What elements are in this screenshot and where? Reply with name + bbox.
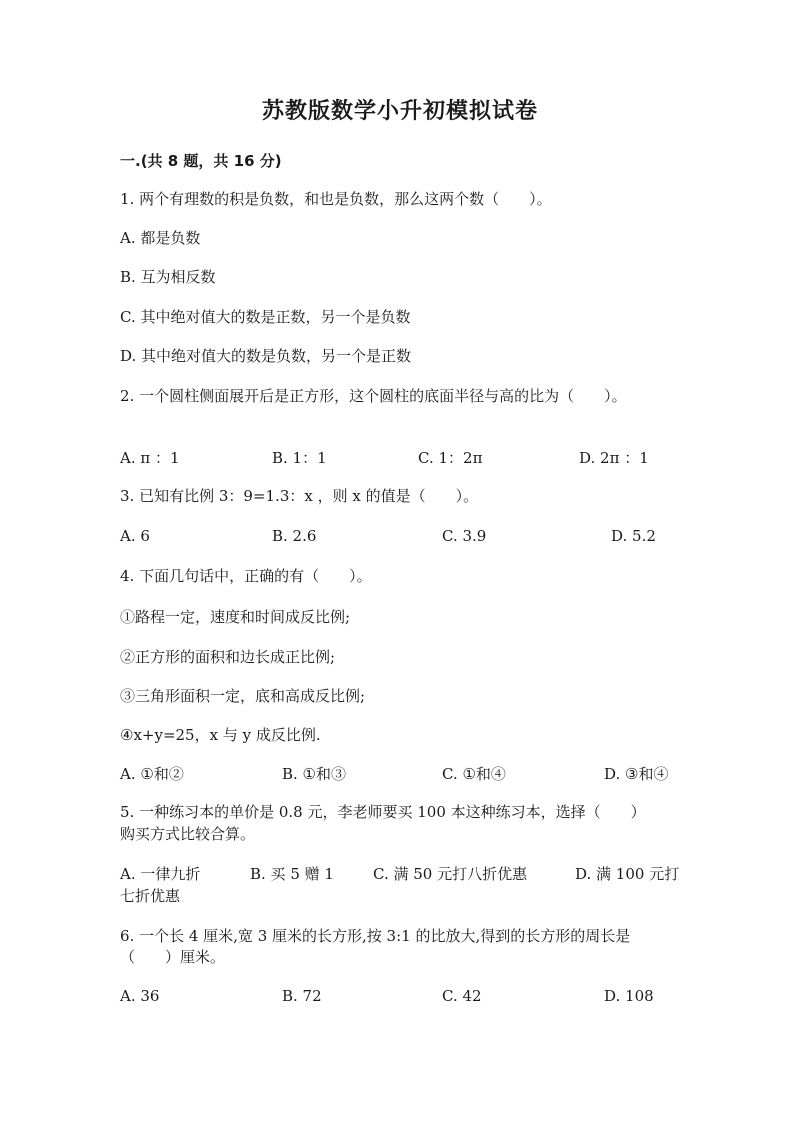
question-1-stem: 1. 两个有理数的积是负数，和也是负数，那么这两个数（ ）。 (120, 190, 552, 208)
question-4-option-d: D. ③和④ (604, 765, 669, 783)
question-5-option-a: A. 一律九折 (120, 865, 201, 883)
question-5-option-c: C. 满 50 元打八折优惠 (373, 865, 528, 883)
question-2-option-c: C. 1：2π (418, 449, 483, 467)
question-5-option-d: D. 满 100 元打 (575, 865, 680, 883)
question-6-option-d: D. 108 (604, 987, 654, 1005)
question-2-option-d: D. 2π ：1 (579, 449, 649, 467)
question-2-option-a: A. π ：1 (120, 449, 180, 467)
question-4-option-a: A. ①和② (120, 765, 184, 783)
question-5-options (120, 863, 680, 885)
question-1-option-b: B. 互为相反数 (120, 268, 216, 286)
question-5-option-b: B. 买 5 赠 1 (250, 865, 334, 883)
section-heading: 一.(共 8 题，共 16 分) (120, 152, 282, 170)
question-1-option-c: C. 其中绝对值大的数是正数，另一个是负数 (120, 308, 411, 326)
question-1-option-a: A. 都是负数 (120, 229, 201, 247)
question-6-stem-line-1: 6. 一个长 4 厘米,宽 3 厘米的长方形,按 3:1 的比放大,得到的长方形的周长是 (120, 927, 631, 945)
question-5-stem-line-2: 购买方式比较合算。 (120, 825, 256, 843)
question-4-statement-1: ①路程一定，速度和时间成反比例; (120, 608, 351, 626)
question-5-stem-line-1: 5. 一种练习本的单价是 0.8 元，李老师要买 100 本这种练习本，选择（ ） (120, 803, 646, 821)
question-4-options (120, 763, 680, 785)
question-4-option-c: C. ①和④ (442, 765, 506, 783)
question-2-stem: 2. 一个圆柱侧面展开后是正方形，这个圆柱的底面半径与高的比为（ ）。 (120, 387, 627, 405)
question-6-stem-line-2: （ ）厘米。 (120, 948, 226, 966)
question-6-options (120, 985, 680, 1007)
question-3-option-c: C. 3.9 (442, 527, 487, 545)
question-3-option-b: B. 2.6 (272, 527, 317, 545)
question-6-option-c: C. 42 (442, 987, 482, 1005)
question-4-statement-3: ③三角形面积一定，底和高成反比例; (120, 687, 366, 705)
question-6-option-a: A. 36 (120, 987, 160, 1005)
question-6-option-b: B. 72 (282, 987, 322, 1005)
question-3-option-a: A. 6 (120, 527, 150, 545)
question-4-statement-4: ④x+y=25，x 与 y 成反比例. (120, 726, 321, 744)
page-title: 苏教版数学小升初模拟试卷 (261, 98, 538, 124)
question-2-options (120, 447, 680, 469)
question-3-options (120, 525, 680, 547)
question-1-option-d: D. 其中绝对值大的数是负数，另一个是正数 (120, 347, 412, 365)
question-3-option-d: D. 5.2 (611, 527, 656, 545)
question-5-option-d-continued: 七折优惠 (120, 887, 181, 905)
question-3-stem: 3. 已知有比例 3：9=1.3：x ，则 x 的值是（ ）。 (120, 487, 479, 505)
question-4-option-b: B. ①和③ (282, 765, 347, 783)
question-4-stem: 4. 下面几句话中，正确的有（ ）。 (120, 567, 372, 585)
question-2-option-b: B. 1：1 (272, 449, 327, 467)
question-4-statement-2: ②正方形的面积和边长成正比例; (120, 648, 336, 666)
